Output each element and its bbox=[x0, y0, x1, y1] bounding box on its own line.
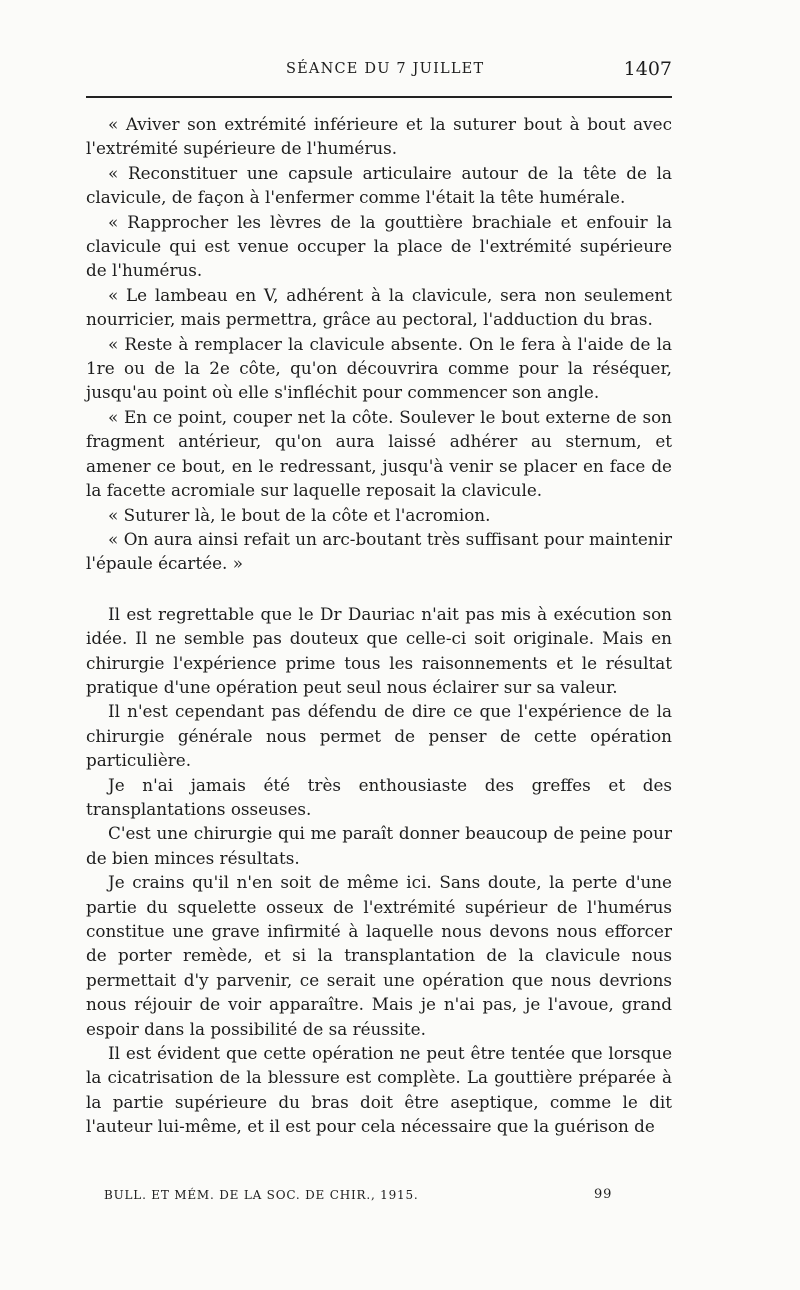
body-paragraph: Il est regrettable que le Dr Dauriac n'ait pas mis à exécution son idée. Il ne semble pas douteux que celle-ci soit originale. Mais en chirurgie l'expérience prime tous les raisonnements et le résultat pratique d'une opération peut seul nous éclairer sur sa valeur. bbox=[86, 603, 672, 697]
running-head: SÉANCE DU 7 JUILLET bbox=[286, 61, 485, 77]
body-paragraph: Je n'ai jamais été très enthousiaste des greffes et des transplantations osseuses. bbox=[86, 774, 672, 819]
page-header bbox=[86, 58, 672, 88]
quote-paragraph: « En ce point, couper net la côte. Soulever le bout externe de son fragment antérieur, qu'on aura laissé adhérer au sternum, et amener ce bout, en le redressant, jusqu'à venir se placer en face de la facette acromiale sur laquelle reposait la clavicule. bbox=[86, 406, 672, 501]
quote-paragraph: « On aura ainsi refait un arc-boutant très suffisant pour maintenir l'épaule écartée. » bbox=[86, 528, 672, 574]
quote-paragraph: « Suturer là, le bout de la côte et l'acromion. bbox=[108, 504, 491, 525]
body-paragraph: Il n'est cependant pas défendu de dire ce que l'expérience de la chirurgie générale nous permet de penser de cette opération particulière. bbox=[86, 701, 672, 771]
quote-paragraph: « Reconstituer une capsule articulaire autour de la tête de la clavicule, de façon à l'enfermer comme l'était la tête humérale. bbox=[86, 162, 672, 208]
page-number: 1407 bbox=[623, 58, 672, 80]
quote-paragraph: « Reste à remplacer la clavicule absente. On le fera à l'aide de la 1re ou de la 2e côte, qu'on découvrira comme pour la réséquer, jusqu'au point où elle s'infléchit pour commencer son angle. bbox=[86, 333, 672, 403]
header-rule bbox=[86, 96, 672, 98]
quote-paragraph: « Aviver son extrémité inférieure et la suturer bout à bout avec l'extrémité supérieure de l'humérus. bbox=[86, 114, 672, 159]
body-text bbox=[86, 112, 672, 1139]
page-footer bbox=[104, 1188, 634, 1202]
body-paragraph: Il est évident que cette opération ne peut être tentée que lorsque la cicatrisation de la blessure est complète. La gouttière préparée à la partie supérieure du bras doit être aseptique, comme le dit l'auteur lui-même, et il est pour cela nécessaire que la guérison de bbox=[86, 1043, 672, 1137]
quote-paragraph: « Le lambeau en V, adhérent à la clavicule, sera non seulement nourricier, mais permettra, grâce au pectoral, l'adduction du bras. bbox=[86, 284, 672, 330]
section-gap bbox=[86, 576, 672, 602]
signature-mark: 99 bbox=[594, 1187, 613, 1202]
body-paragraph: Je crains qu'il n'en soit de même ici. Sans doute, la perte d'une partie du squelette osseux de l'extrémité supérieur de l'humérus constitue une grave infirmité à laquelle nous devons nous efforcer de porter remède, et si la transplantation de la clavicule nous permettait d'y parvenir, ce serait une opération que nous devrions nous réjouir de voir apparaître. Mais je n'ai pas, je l'avoue, grand espoir dans la possibilité de sa réussite. bbox=[86, 872, 672, 1039]
quote-paragraph: « Rapprocher les lèvres de la gouttière brachiale et enfouir la clavicule qui est venue occuper la place de l'extrémité supérieure de l'humérus. bbox=[86, 211, 672, 281]
journal-reference: BULL. ET MÉM. DE LA SOC. DE CHIR., 1915. bbox=[104, 1188, 419, 1202]
body-paragraph: C'est une chirurgie qui me paraît donner beaucoup de peine pour de bien minces résultats. bbox=[86, 823, 672, 868]
